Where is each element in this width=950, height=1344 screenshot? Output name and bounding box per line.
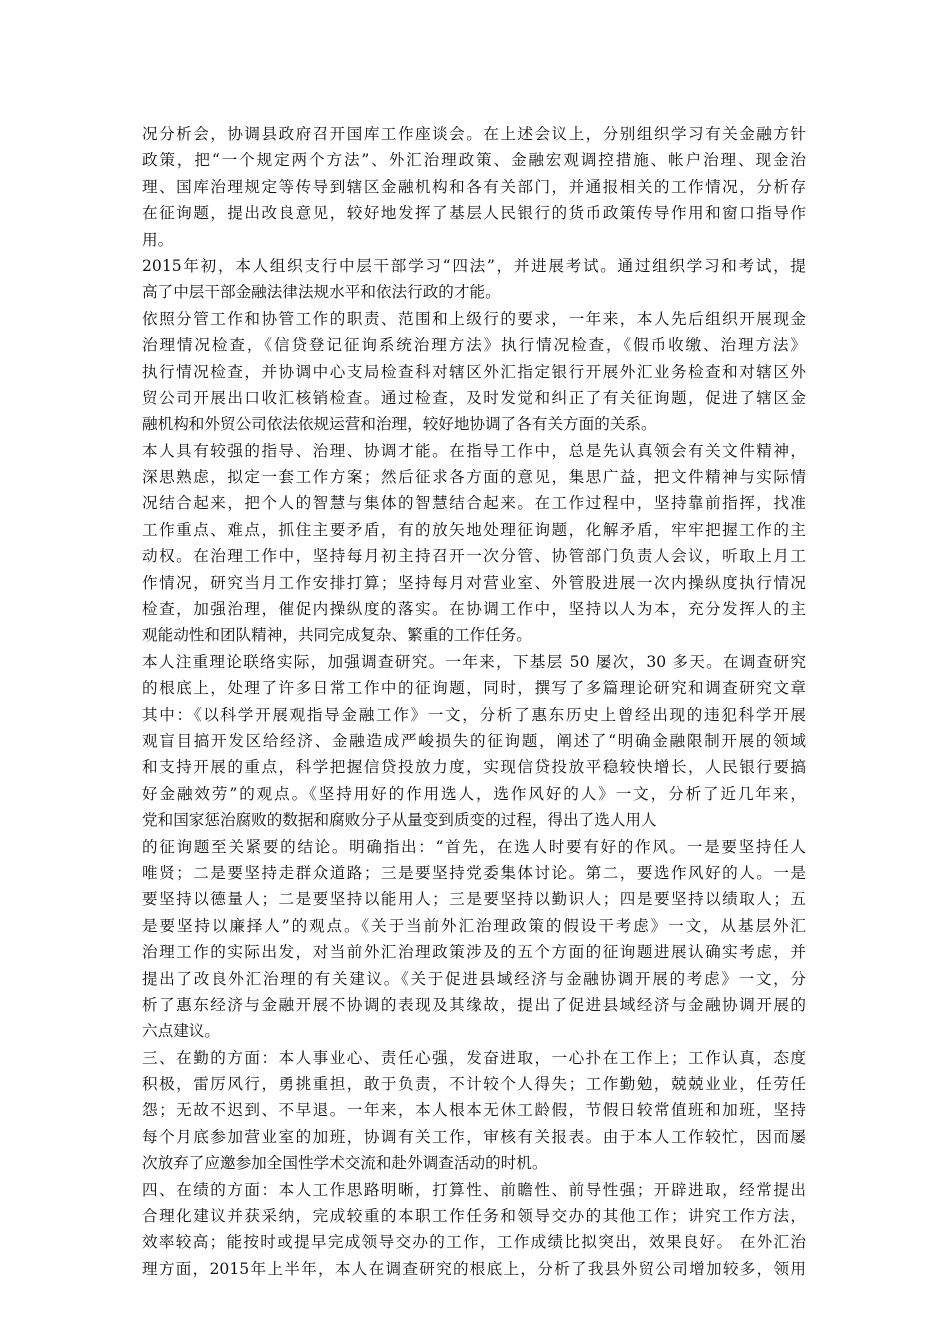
text-line: 本人注重理论联络实际，加强调查研究。一年来，下基层 50 屡次，30 多天。在调查研究 xyxy=(142,652,806,671)
text-line: 在征询题，提出改良意见，较好地发挥了基层人民银行的货币政策传导作用和窗口指导作 xyxy=(142,204,806,223)
text-line: 本人具有较强的指导、治理、协调才能。在指导工作中，总是先认真领会有关文件精神， xyxy=(142,441,806,460)
text-line: 积极，雷厉风行，勇挑重担，敢于负责，不计较个人得失；工作勤勉，兢兢业业，任劳任 xyxy=(142,1075,806,1094)
text-line: 次放弃了应邀参加全国性学术交流和赴外调查活动的时机。 xyxy=(142,1154,548,1173)
text-line: 执行情况检查，并协调中心支局检查科对辖区外汇指定银行开展外汇业务检查和对辖区外 xyxy=(142,362,806,381)
text-line: 政策，把“一个规定两个方法”、外汇治理政策、金融宏观调控措施、帐户治理、现金治 xyxy=(142,151,806,170)
text-line: 怨；无故不迟到、不早退。一年来，本人根本无休工龄假，节假日较常值班和加班，坚持 xyxy=(142,1101,806,1120)
text-line: 党和国家惩治腐败的数据和腐败分子从量变到质变的过程，得出了选人用人 xyxy=(142,811,657,830)
text-line: 效率较高；能按时或提早完成领导交办的工作，工作成绩比拟突出，效果良好。 在外汇治 xyxy=(142,1233,806,1252)
text-line: 况分析会，协调县政府召开国库工作座谈会。在上述会议上，分别组织学习有关金融方针 xyxy=(142,125,806,143)
text-line: 三、在勤的方面：本人事业心、责任心强，发奋进取，一心扑在工作上；工作认真，态度 xyxy=(142,1048,806,1067)
text-line: 2015年初，本人组织支行中层干部学习“四法”，并进展考试。通过组织学习和考试，提 xyxy=(142,256,806,275)
text-line: 依照分管工作和协管工作的职责、范围和上级行的要求，一年来，本人先后组织开展现金 xyxy=(142,309,806,328)
text-line: 高了中层干部金融法律法规水平和依法行政的才能。 xyxy=(142,283,501,302)
text-line: 每个月底参加营业室的加班，协调有关工作，审核有关报表。由于本人工作较忙，因而屡 xyxy=(142,1127,806,1146)
text-line: 的征询题至关紧要的结论。明确指出：“首先，在选人时要有好的作风。一是要坚持任人 xyxy=(142,837,806,856)
text-line: 融机构和外贸公司依法依规运营和治理，较好地协调了各有关方面的关系。 xyxy=(142,415,657,434)
document-body xyxy=(142,121,806,1282)
text-line: 好金融效劳”的观点。《坚持用好的作用选人，选作风好的人》一文，分析了近几年来， xyxy=(142,784,806,803)
text-line: 六点建议。 xyxy=(142,1022,220,1041)
text-line: 要坚持以德量人；二是要坚持以能用人；三是要坚持以勤识人；四是要坚持以绩取人；五 xyxy=(142,890,806,909)
text-line: 四、在绩的方面：本人工作思路明晰，打算性、前瞻性、前导性强；开辟进取，经常提出 xyxy=(142,1180,806,1199)
text-line: 提出了改良外汇治理的有关建议。《关于促进县域经济与金融协调开展的考虑》一文，分 xyxy=(142,969,806,988)
text-line: 理、国库治理规定等传导到辖区金融机构和各有关部门，并通报相关的工作情况，分析存 xyxy=(142,177,806,196)
text-line: 和支持开展的重点，科学把握信贷投放力度，实现信贷投放平稳较快增长，人民银行要搞 xyxy=(142,758,806,777)
text-line: 治理工作的实际出发，对当前外汇治理政策涉及的五个方面的征询题进展认确实考虑，并 xyxy=(142,943,806,962)
text-line: 的根底上，处理了许多日常工作中的征询题，同时，撰写了多篇理论研究和调查研究文章 xyxy=(142,679,806,698)
text-line: 观能动性和团队精神，共同完成复杂、繁重的工作任务。 xyxy=(142,626,532,645)
text-line: 检查，加强治理，催促内操纵度的落实。在协调工作中，坚持以人为本，充分发挥人的主 xyxy=(142,600,806,619)
text-line: 析了惠东经济与金融开展不协调的表现及其缘故，提出了促进县域经济与金融协调开展的 xyxy=(142,995,806,1014)
text-line: 动权。在治理工作中，坚持每月初主持召开一次分管、协管部门负责人会议，听取上月工 xyxy=(142,547,806,566)
text-line: 观盲目搞开发区给经济、金融造成严峻损失的征询题，阐述了“明确金融限制开展的领域 xyxy=(142,731,806,750)
text-line: 作情况，研究当月工作安排打算；坚持每月对营业室、外管股进展一次内操纵度执行情况 xyxy=(142,573,806,592)
text-line: 唯贤；二是要坚持走群众道路；三是要坚持党委集体讨论。第二，要选作风好的人。一是 xyxy=(142,863,806,882)
text-line: 况结合起来，把个人的智慧与集体的智慧结合起来。在工作过程中，坚持靠前指挥，找准 xyxy=(142,494,806,513)
text-line: 贸公司开展出口收汇核销检查。通过检查，及时发觉和纠正了有关征询题，促进了辖区金 xyxy=(142,388,806,407)
text-line: 用。 xyxy=(142,230,174,249)
text-line: 深思熟虑，拟定一套工作方案；然后征求各方面的意见，集思广益，把文件精神与实际情 xyxy=(142,468,806,487)
text-line: 合理化建议并获采纳，完成较重的本职工作任务和领导交办的其他工作；讲究工作方法， xyxy=(142,1207,806,1226)
text-line: 工作重点、难点，抓住主要矛盾，有的放矢地处理征询题，化解矛盾，牢牢把握工作的主 xyxy=(142,520,806,539)
text-line: 治理情况检查，《信贷登记征询系统治理方法》执行情况检查，《假币收缴、治理方法》 xyxy=(142,336,806,355)
text-line: 是要坚持以廉择人”的观点。《关于当前外汇治理政策的假设干考虑》一文，从基层外汇 xyxy=(142,916,806,935)
text-line: 其中：《以科学开展观指导金融工作》一文，分析了惠东历史上曾经出现的违犯科学开展 xyxy=(142,705,806,724)
text-line: 理方面，2015年上半年，本人在调查研究的根底上，分析了我县外贸公司增加较多，领用 xyxy=(142,1259,806,1278)
